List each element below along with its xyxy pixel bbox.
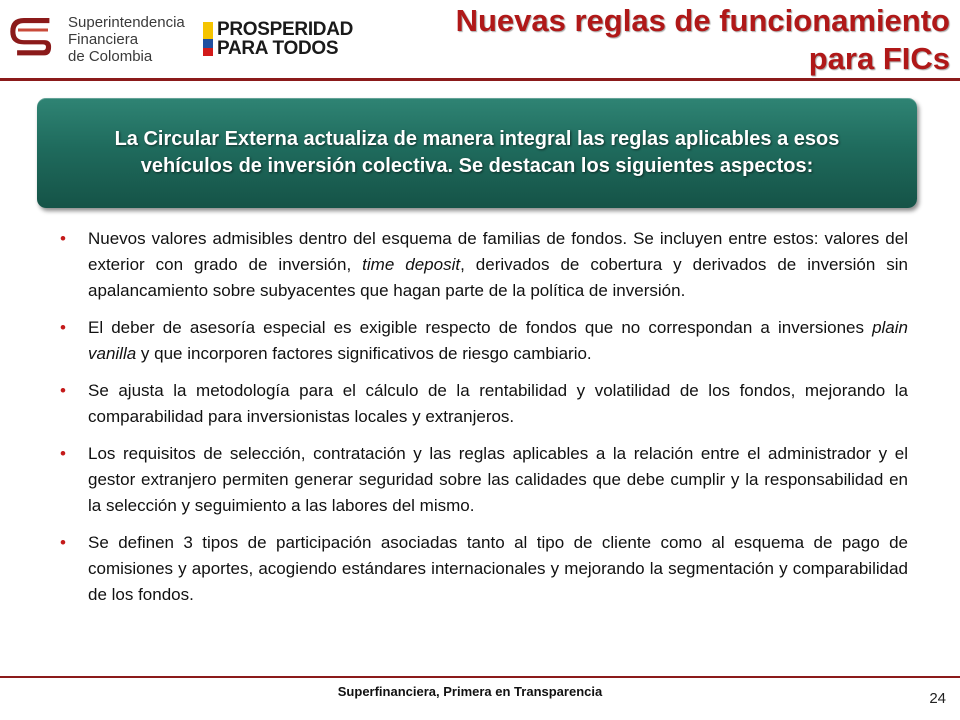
sfc-logo-line-3: de Colombia xyxy=(68,48,153,65)
bullet-item xyxy=(60,315,908,367)
sfc-logo-line-1: Superintendencia xyxy=(68,14,185,31)
sfc-logo-line-2: Financiera xyxy=(68,31,139,48)
pp-logo-line-2: PARA TODOS xyxy=(217,38,339,59)
bullet-item xyxy=(60,378,908,430)
bullet-text: Se definen 3 tipos de participación asociadas tanto al tipo de cliente como al esquema de pago de comisiones y aportes, acogiendo estándares internacionales y mejorando la segmentación y comparabilidad de los fondos. xyxy=(88,533,908,604)
footer-divider xyxy=(0,676,960,678)
bullet-text: plain vanilla xyxy=(88,318,908,363)
pp-logo-line-1: PROSPERIDAD xyxy=(217,19,354,40)
bullet-text: , derivados de cobertura y derivados de inversión sin apalancamiento sobre subyacentes que hagan parte de la política de inversión. xyxy=(88,255,908,300)
superfinanciera-s-icon xyxy=(8,14,60,66)
bullet-item xyxy=(60,226,908,304)
summary-banner xyxy=(37,98,917,208)
bullet-icon: • xyxy=(60,444,66,463)
title-divider xyxy=(0,78,960,81)
bullet-text: Se ajusta la metodología para el cálculo de la rentabilidad y volatilidad de los fondos, mejorando la comparabilidad para inversionistas locales y extranjeros. xyxy=(88,381,908,426)
bullet-icon: • xyxy=(60,381,66,400)
bullet-icon: • xyxy=(60,229,66,248)
bullet-icon: • xyxy=(60,318,66,337)
bullet-item xyxy=(60,530,908,608)
bullet-text: y que incorporen factores significativos de riesgo cambiario. xyxy=(136,344,592,363)
slide-header xyxy=(0,0,960,78)
bullet-text: El deber de asesoría especial es exigible respecto de fondos que no correspondan a inversiones xyxy=(88,318,873,337)
bullet-text: Los requisitos de selección, contratación y las reglas aplicables a la relación entre el administrador y el gestor extranjero permiten generar seguridad sobre las calidades que debe cumplir y la responsabilidad en la selección y seguimiento a las labores del mismo. xyxy=(88,444,908,515)
prosperidad-logo xyxy=(203,19,354,60)
bullet-icon: • xyxy=(60,533,66,552)
slide-title: Nuevas reglas de funcionamiento para FICs xyxy=(455,3,950,76)
colombia-flag-icon xyxy=(203,22,213,56)
bullet-text: time deposit xyxy=(362,255,461,274)
footer-slogan: Superfinanciera, Primera en Transparencia xyxy=(337,684,603,699)
summary-banner-text: La Circular Externa actualiza de manera integral las reglas aplicables a esos vehículos de inversión colectiva. Se destacan los siguientes aspectos: xyxy=(114,128,840,177)
bullet-text: Nuevos valores admisibles dentro del esquema de familias de fondos. Se incluyen entre estos: valores del exterior con grado de inversión, xyxy=(88,229,908,274)
superfinanciera-logo xyxy=(8,12,188,68)
bullet-item xyxy=(60,441,908,519)
bullet-list xyxy=(60,226,908,619)
page-number: 24 xyxy=(929,690,946,707)
